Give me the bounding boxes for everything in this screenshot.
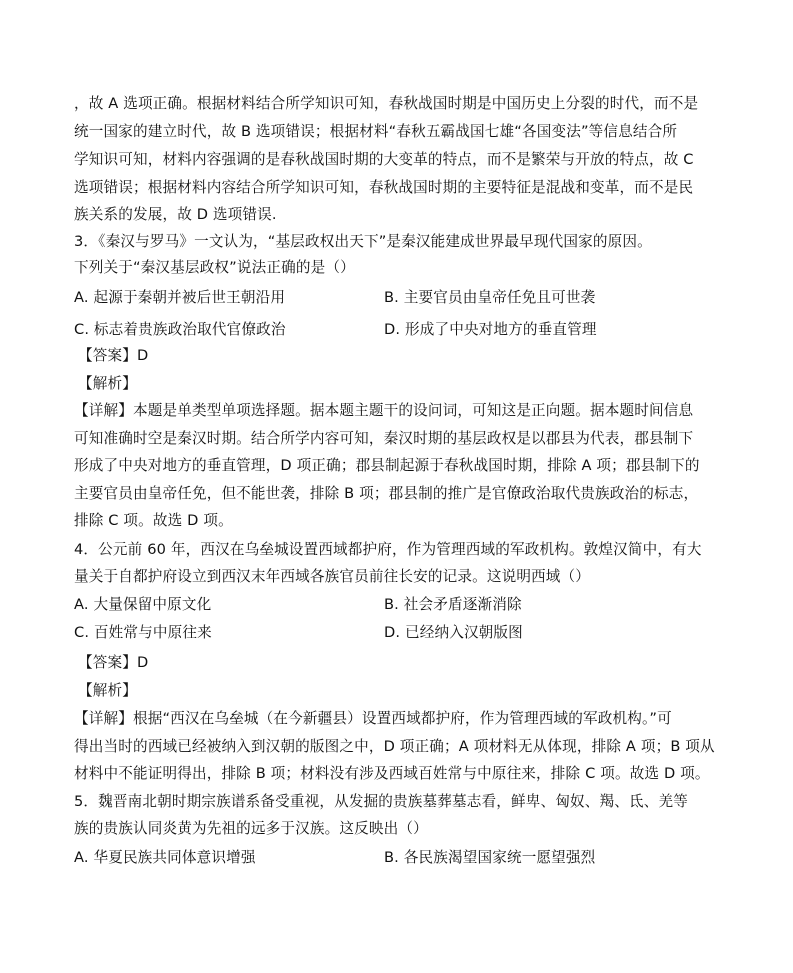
question-5-option-a: A. 华夏民族共同体意识增强 [74, 849, 256, 866]
question-5-option-b: B. 各民族渴望国家统一愿望强烈 [384, 849, 596, 866]
question-4-option-b: B. 社会矛盾逐渐消除 [384, 596, 522, 613]
question-4-answer: 【答案】D [78, 654, 149, 671]
question-4-stem: 4．公元前 60 年，西汉在乌垒城设置西域都护府，作为管理西域的军政机构。敦煌汉简中，有大 [74, 541, 702, 558]
question-3-option-d: D. 形成了中央对地方的垂直管理 [384, 321, 597, 338]
question-4-option-d: D. 已经纳入汉朝版图 [384, 624, 523, 641]
question-3-detail-line: 排除 C 项。故选 D 项。 [74, 512, 233, 529]
passage-line: 族关系的发展，故 D 选项错误. [74, 206, 277, 223]
question-3-option-a: A. 起源于秦朝并被后世王朝沿用 [74, 289, 286, 306]
passage-line: ，故 A 选项正确。根据材料结合所学知识可知，春秋战国时期是中国历史上分裂的时代，而不是 [74, 95, 699, 112]
question-3-stem: 下列关于“秦汉基层政权”说法正确的是（） [74, 259, 355, 276]
question-4-detail-line: 【详解】根据“西汉在乌垒城（在今新疆县）设置西域都护府，作为管理西域的军政机构。”可 [74, 710, 672, 727]
question-4-analysis-label: 【解析】 [78, 682, 137, 699]
question-4-option-a: A. 大量保留中原文化 [74, 596, 212, 613]
passage-line: 统一国家的建立时代，故 B 选项错误；根据材料“春秋五霸战国七雄“各国变法”等信息结合所 [74, 123, 678, 140]
question-4-option-c: C. 百姓常与中原往来 [74, 624, 212, 641]
question-4-stem: 量关于自都护府设立到西汉末年西域各族官员前往长安的记录。这说明西域（） [74, 568, 591, 585]
question-3-answer: 【答案】D [78, 347, 149, 364]
question-4-detail-line: 材料中不能证明得出，排除 B 项；材料没有涉及西域百姓常与中原往来，排除 C 项。故选 D 项。 [74, 765, 710, 782]
question-3-detail-line: 形成了中央对地方的垂直管理，D 项正确；郡县制起源于春秋战国时期，排除 A 项；郡县制下的 [74, 457, 700, 474]
question-3-stem: 3．《秦汉与罗马》一文认为，“基层政权出天下”是秦汉能建成世界最早现代国家的原因。 [74, 233, 652, 250]
question-3-analysis-label: 【解析】 [78, 375, 137, 392]
passage-line: 选项错误；根据材料内容结合所学知识可知，春秋战国时期的主要特征是混战和变革，而不是民 [74, 179, 694, 196]
question-3-detail-line: 【详解】本题是单类型单项选择题。据本题主题干的设问词，可知这是正向题。据本题时间信息 [74, 402, 694, 419]
question-3-detail-line: 主要官员由皇帝任免，但不能世袭，排除 B 项；郡县制的推广是官僚政治取代贵族政治的标志， [74, 485, 699, 502]
question-3-option-b: B. 主要官员由皇帝任免且可世袭 [384, 289, 596, 306]
question-5-stem: 5．魏晋南北朝时期宗族谱系备受重视，从发掘的贵族墓葬墓志看，鲜卑、匈奴、羯、氐、羌等 [74, 793, 688, 810]
question-5-stem: 族的贵族认同炎黄为先祖的远多于汉族。这反映出（） [74, 820, 428, 837]
passage-line: 学知识可知，材料内容强调的是春秋战国时期的大变革的特点，而不是繁荣与开放的特点，故 C [74, 151, 694, 168]
question-3-detail-line: 可知准确时空是秦汉时期。结合所学内容可知，秦汉时期的基层政权是以郡县为代表，郡县制下 [74, 430, 694, 447]
question-4-detail-line: 得出当时的西域已经被纳入到汉朝的版图之中，D 项正确；A 项材料无从体现，排除 A 项；B 项从 [74, 738, 715, 755]
question-3-option-c: C. 标志着贵族政治取代官僚政治 [74, 321, 286, 338]
